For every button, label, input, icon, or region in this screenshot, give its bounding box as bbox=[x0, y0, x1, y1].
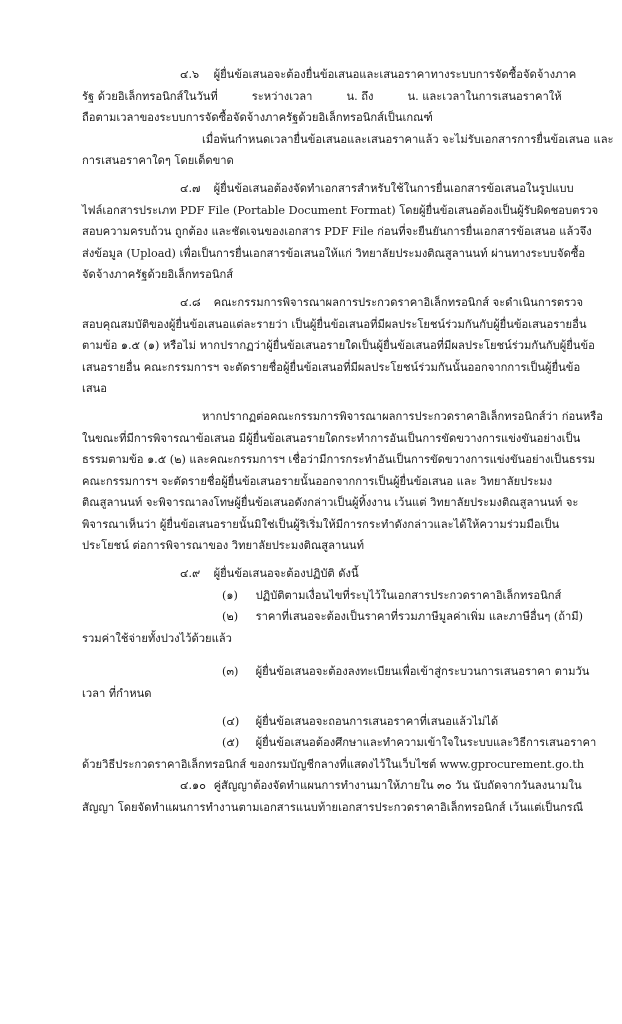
section-4-9-item-3-cont: เวลา ที่กำหนด bbox=[82, 687, 152, 701]
section-4-8-para2-line-4: คณะกรรมการฯ จะตัดรายชื่อผู้ยื่นข้อเสนอรายนั้นออกจากการเป็นผู้ยื่นข้อเสนอ และ วิทยาลัยประมง bbox=[82, 474, 553, 488]
section-4-8-number: ๔.๘ bbox=[180, 295, 201, 309]
section-4-9-number: ๔.๙ bbox=[180, 567, 201, 581]
section-4-7-number: ๔.๗ bbox=[180, 181, 201, 195]
section-4-8-para2-line-2: ในขณะที่มีการพิจารณาข้อเสนอ มีผู้ยื่นข้อเสนอรายใดกระทำการอันเป็นการขัดขวางการแข่งขันอย่างเป็น bbox=[82, 431, 581, 445]
section-4-9-item-5: (๕) ผู้ยื่นข้อเสนอต้องศึกษาและทำความเข้าใจในระบบและวิธีการเสนอราคา bbox=[222, 736, 597, 750]
section-4-9-item-2: (๒) ราคาที่เสนอจะต้องเป็นราคาที่รวมภาษีมูลค่าเพิ่ม และภาษีอื่นๆ (ถ้ามี) bbox=[222, 610, 584, 624]
section-4-8-line-2: สอบคุณสมบัติของผู้ยื่นข้อเสนอแต่ละรายว่า เป็นผู้ยื่นข้อเสนอที่มีผลประโยชน์ร่วมกันกับผู้ยื่นข้อเสนอรายอื่น bbox=[82, 317, 587, 331]
section-4-9-item-5-cont: ด้วยวิธีประกวดราคาอิเล็กทรอนิกส์ ของกรมบัญชีกลางที่แสดงไว้ในเว็บไซต์ www.gprocurement.go.th bbox=[82, 757, 585, 771]
section-4-6-number: ๔.๖ bbox=[180, 68, 200, 81]
section-4-9-item-2-cont: รวมค่าใช้จ่ายทั้งปวงไว้ด้วยแล้ว bbox=[82, 631, 232, 645]
section-4-9-item-1: (๑) ปฏิบัติตามเงื่อนไขที่ระบุไว้ในเอกสารประกวดราคาอิเล็กทรอนิกส์ bbox=[222, 588, 562, 602]
section-4-8-para2-line-6: พิจารณาเห็นว่า ผู้ยื่นข้อเสนอรายนั้นมิใช่เป็นผู้ริเริ่มให้มีการกระทำดังกล่าวและได้ให้ความร่วมมือเป็น bbox=[82, 517, 560, 531]
section-4-6-line-5: การเสนอราคาใดๆ โดยเด็ดขาด bbox=[82, 154, 234, 168]
section-4-8-line-5: เสนอ bbox=[82, 382, 108, 396]
section-4-8-line-4: เสนอรายอื่น คณะกรรมการฯ จะตัดรายชื่อผู้ยื่นข้อเสนอที่มีผลประโยชน์ร่วมกันนั้นออกจากการเป็นผู้ยื่นข้อ bbox=[82, 360, 581, 374]
section-4-7-line-4: ส่งข้อมูล (Upload) เพื่อเป็นการยื่นเอกสารข้อเสนอให้แก่ วิทยาลัยประมงติณสูลานนท์ ผ่านทางระบบจัดซื้อ bbox=[82, 246, 586, 260]
section-4-8-para2-line-7: ประโยชน์ ต่อการพิจารณาของ วิทยาลัยประมงติณสูลานนท์ bbox=[82, 539, 364, 553]
section-4-7-line-1: ๔.๗ ผู้ยื่นข้อเสนอต้องจัดทำเอกสารสำหรับใช้ในการยื่นเอกสารข้อเสนอในรูปแบบ bbox=[82, 178, 552, 200]
section-4-9-item-3: (๓) ผู้ยื่นข้อเสนอจะต้องลงทะเบียนเพื่อเข้าสู่กระบวนการเสนอราคา ตามวัน bbox=[222, 665, 590, 679]
section-4-6-line-4: เมื่อพ้นกำหนดเวลายื่นข้อเสนอและเสนอราคาแล้ว จะไม่รับเอกสารการยื่นข้อเสนอ และ bbox=[202, 132, 614, 146]
section-4-7-line-5: จัดจ้างภาครัฐด้วยอิเล็กทรอนิกส์ bbox=[82, 268, 234, 282]
section-4-6-line-2: รัฐ ด้วยอิเล็กทรอนิกส์ในวันที่ ระหว่างเวลา น. ถึง น. และเวลาในการเสนอราคาให้ bbox=[82, 89, 562, 103]
section-4-8-para2-line-3: ธรรมตามข้อ ๑.๕ (๒) และคณะกรรมการฯ เชื่อว่ามีการกระทำอันเป็นการขัดขวางการแข่งขันอย่างเป็นธรรม bbox=[82, 453, 596, 467]
section-4-10-number: ๔.๑๐ bbox=[180, 779, 206, 793]
section-4-6-line-1: ๔.๖ ผู้ยื่นข้อเสนอจะต้องยื่นข้อเสนอและเสนอราคาทางระบบการจัดซื้อจัดจ้างภาค bbox=[82, 64, 552, 86]
section-4-8-para2-line-1: หากปรากฏต่อคณะกรรมการพิจารณาผลการประกวดราคาอิเล็กทรอนิกส์ว่า ก่อนหรือ bbox=[202, 409, 603, 423]
section-4-9-line-1: ๔.๙ ผู้ยื่นข้อเสนอจะต้องปฏิบัติ ดังนี้ bbox=[82, 563, 552, 585]
section-4-8-line-3: ตามข้อ ๑.๕ (๑) หรือไม่ หากปรากฏว่าผู้ยื่นข้อเสนอรายใดเป็นผู้ยื่นข้อเสนอที่มีผลประโยชน์ร่วมกันกับผู้ยื่นข้อ bbox=[82, 339, 595, 353]
section-4-10-line-1: ๔.๑๐ คู่สัญญาต้องจัดทำแผนการทำงานมาให้ภายใน ๓๐ วัน นับถัดจากวันลงนามใน bbox=[82, 775, 552, 797]
section-4-6-line-3: ถือตามเวลาของระบบการจัดซื้อจัดจ้างภาครัฐด้วยอิเล็กทรอนิกส์เป็นเกณฑ์ bbox=[82, 111, 433, 125]
section-4-8-para2-line-5: ติณสูลานนท์ จะพิจารณาลงโทษผู้ยื่นข้อเสนอดังกล่าวเป็นผู้ทิ้งงาน เว้นแต่ วิทยาลัยประมงติณสูลานนท์ จะ bbox=[82, 496, 579, 510]
document-body bbox=[82, 64, 614, 819]
section-4-9-item-4: (๔) ผู้ยื่นข้อเสนอจะถอนการเสนอราคาที่เสนอแล้วไม่ได้ bbox=[222, 714, 499, 728]
section-4-8-line-1: ๔.๘ คณะกรรมการพิจารณาผลการประกวดราคาอิเล็กทรอนิกส์ จะดำเนินการตรวจ bbox=[82, 292, 552, 314]
section-4-7-line-3: สอบความครบถ้วน ถูกต้อง และชัดเจนของเอกสาร PDF File ก่อนที่จะยืนยันการยื่นเอกสารข้อเสนอ แล้วจึง bbox=[82, 225, 592, 239]
section-4-10-line-2: สัญญา โดยจัดทำแผนการทำงานตามเอกสารแนบท้ายเอกสารประกวดราคาอิเล็กทรอนิกส์ เว้นแต่เป็นกรณี bbox=[82, 801, 584, 814]
section-4-7-line-2: ไฟล์เอกสารประเภท PDF File (Portable Document Format) โดยผู้ยื่นข้อเสนอต้องเป็นผู้รับผิดชอบตรวจ bbox=[82, 203, 599, 217]
